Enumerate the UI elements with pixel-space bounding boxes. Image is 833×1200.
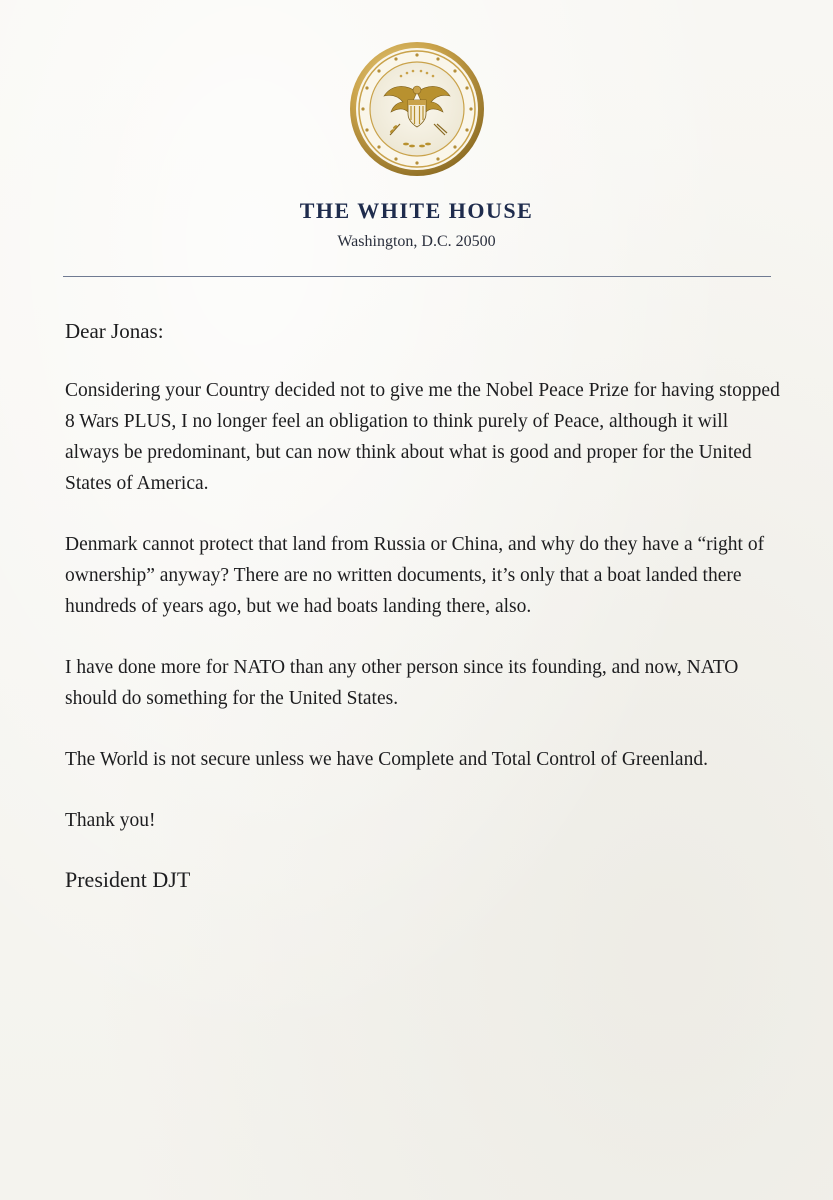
- signature: President DJT: [65, 867, 191, 892]
- salutation: Dear Jonas:: [65, 319, 164, 343]
- paragraph-3: I have done more for NATO than any other person since its founding, and now, NATO should do something for the United States.: [65, 657, 739, 709]
- letterhead-title: THE WHITE HOUSE: [299, 198, 534, 223]
- paragraph-4: The World is not secure unless we have Complete and Total Control of Greenland.: [65, 749, 708, 770]
- letter-body: [65, 316, 785, 895]
- closing: Thank you!: [65, 810, 156, 831]
- letterhead-address: Washington, D.C. 20500: [337, 233, 496, 250]
- paragraph-1: Considering your Country decided not to give me the Nobel Peace Prize for having stopped 8 Wars PLUS, I no longer feel an obligation to think purely of Peace, although it will always be predominant, but can now think about what is good and proper for the United States of America.: [65, 380, 780, 494]
- paragraph-2: Denmark cannot protect that land from Russia or China, and why do they have a “right of ownership” anyway? There are no written documents, it’s only that a boat landed there hundreds of years ago, but we had boats landing there, also.: [65, 534, 765, 617]
- presidential-seal-icon: [348, 40, 486, 178]
- letterhead-divider: [63, 276, 771, 277]
